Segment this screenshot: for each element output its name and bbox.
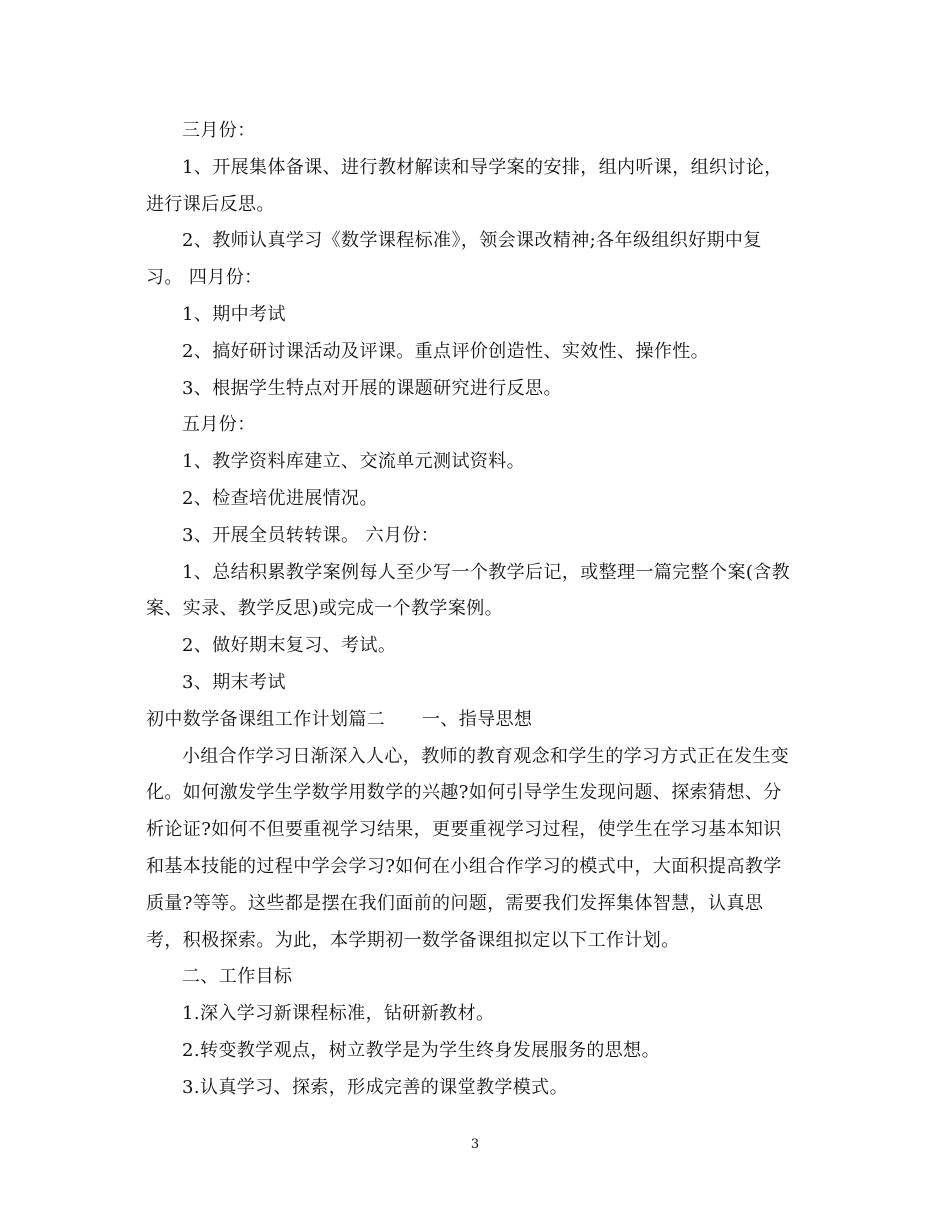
text-line: 小组合作学习日渐深入人心，教师的教育观念和学生的学习方式正在发生变 [182,745,790,767]
text-line: 3、开展全员转转课。 六月份： [182,524,440,546]
text-line: 二、工作目标 [182,966,293,988]
text-line: 质量?等等。这些都是摆在我们面前的问题，需要我们发挥集体智慧，认真思 [146,892,764,914]
text-line: 1、总结积累教学案例每人至少写一个教学后记，或整理一篇完整个案(含教 [182,561,791,583]
text-line: 3、根据学生特点对开展的课题研究进行反思。 [182,377,562,399]
text-line: 1、期中考试 [182,303,286,325]
text-line: 2、检查培优进展情况。 [182,487,378,509]
text-line: 2、搞好研讨课活动及评课。重点评价创造性、实效性、操作性。 [182,340,710,362]
text-line: 五月份： [182,414,256,436]
text-line: 三月份： [182,120,256,141]
text-line: 和基本技能的过程中学会学习?如何在小组合作学习的模式中，大面积提高教学 [146,855,782,877]
text-line: 2、做好期末复习、考试。 [182,635,397,657]
document-body [146,113,806,1107]
text-line: 考，积极探索。为此，本学期初一数学备课组拟定以下工作计划。 [146,929,680,951]
text-line: 3.认真学习、探索，形成完善的课堂教学模式。 [182,1076,568,1098]
text-line: 案、实录、教学反思)或完成一个教学案例。 [146,598,504,620]
text-line: 习。 四月份： [146,267,263,289]
text-line: 2、教师认真学习《数学课程标准》，领会课改精神;各年级组织好期中复 [182,230,762,252]
text-line: 1、教学资料库建立、交流单元测试资料。 [182,451,526,473]
text-line: 1.深入学习新课程标准，钻研新教材。 [182,1003,495,1025]
text-line: 1、开展集体备课、进行教材解读和导学案的安排，组内听课，组织讨论， [182,156,783,178]
text-line: 初中数学备课组工作计划篇二 一、指导思想 [146,708,533,730]
text-line: 化。如何激发学生学数学用数学的兴趣?如何引导学生发现问题、探索猜想、分 [146,782,782,804]
text-line: 3、期末考试 [182,671,286,693]
page-number: 3 [470,1137,480,1152]
text-line: 2.转变教学观点，树立教学是为学生终身发展服务的思想。 [182,1039,660,1061]
text-line: 进行课后反思。 [146,193,275,215]
text-line: 析论证?如何不但要重视学习结果，更要重视学习过程，使学生在学习基本知识 [146,819,782,841]
